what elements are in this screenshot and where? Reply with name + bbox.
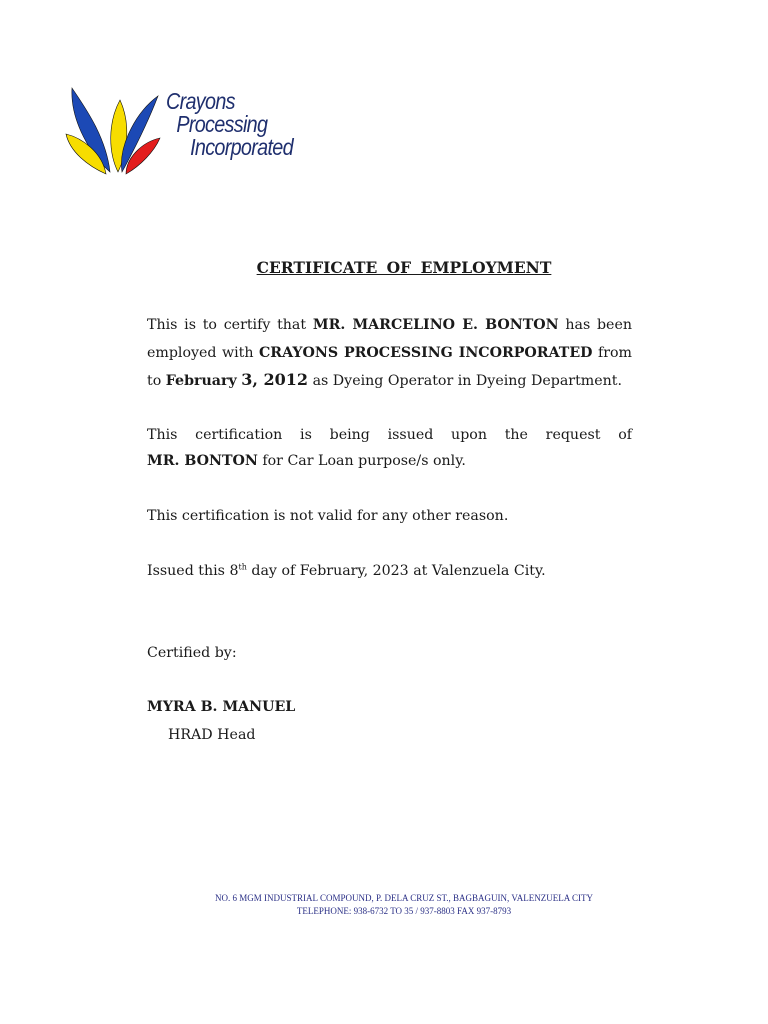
signatory-name: MYRA B. MANUEL	[147, 699, 296, 715]
company-logo	[62, 82, 332, 182]
end-date-year: 3, 2012	[241, 370, 309, 389]
document-title: CERTIFICATE OF EMPLOYMENT	[256, 258, 552, 277]
logo-wordmark	[166, 90, 293, 159]
logo-line-2: Processing	[176, 111, 268, 137]
paragraph-line-1	[147, 311, 632, 339]
certified-by-label: Certified by:	[147, 645, 237, 661]
logo-petals-icon	[62, 86, 166, 182]
signatory-title: HRAD Head	[168, 727, 256, 743]
company-name: CRAYONS PROCESSING INCORPORATED	[258, 345, 593, 361]
logo-line-3: Incorporated	[190, 134, 293, 160]
employee-name: MR. MARCELINO E. BONTON	[312, 317, 559, 333]
text-segment: employed with	[147, 345, 254, 361]
text-segment: to	[147, 373, 162, 389]
paragraph-request-2	[147, 447, 632, 475]
logo-line-1: Crayons	[166, 88, 235, 114]
footer-address: NO. 6 MGM INDUSTRIAL COMPOUND, P. DELA CRUZ ST., BAGBAGUIN, VALENZUELA CITY	[215, 893, 593, 903]
text-segment: for Car Loan purpose/s only.	[262, 453, 466, 469]
text-segment: Issued this 8	[147, 563, 239, 579]
text-segment: This is to certify that	[147, 317, 307, 333]
ordinal-suffix: th	[238, 562, 247, 572]
text-segment: from	[597, 345, 632, 361]
footer-phones: TELEPHONE: 938-6732 TO 35 / 937-8803 FAX 937-8793	[296, 906, 512, 916]
text-segment: as Dyeing Operator in Dyeing Department.	[312, 373, 622, 389]
requester-name: MR. BONTON	[147, 453, 258, 469]
validity-note: This certification is not valid for any other reason.	[147, 508, 509, 524]
issue-date	[147, 557, 632, 585]
paragraph-line-3	[147, 366, 632, 395]
end-date-month: February	[165, 373, 237, 389]
text-segment: has been	[565, 317, 632, 333]
paragraph-request-1	[147, 421, 632, 449]
text-segment: This certification is being issued upon the request of	[147, 427, 632, 443]
text-segment: day of February, 2023 at Valenzuela City.	[246, 563, 546, 579]
paragraph-line-2	[147, 339, 632, 367]
